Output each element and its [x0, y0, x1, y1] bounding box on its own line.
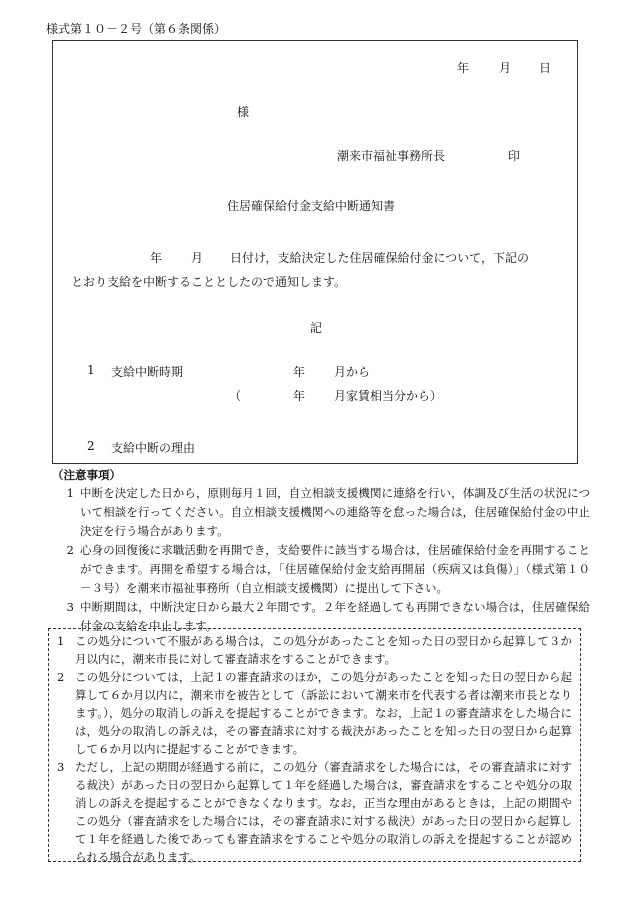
notes-section [50, 466, 590, 636]
appeal-number: 1 [57, 634, 65, 648]
item1-year: 年 [293, 365, 306, 379]
date-month: 月 [499, 61, 512, 75]
item1-month-from: 月から [334, 365, 371, 379]
addressee-suffix: 様 [237, 105, 250, 119]
appeal-number: 3 [57, 760, 65, 774]
item1-label: 支給中断時期 [111, 365, 184, 379]
appeal-item [57, 668, 572, 758]
appeal-text: ただし，上記の期間が経過する前に，この処分（審査請求をした場合には，その審査請求に対する裁決）があった日の翌日から起算して１年を経過した場合は，審査請求をすることや処分の取消しの訴えを提起することができなくなります。なお，正当な理由があるときは，上記の期間やこの処分（審査請求をした場合には，その審査請求に対する裁決）があった日の翌日から起算して１年を経過した後であっても審査請求をすることや処分の取消しの訴えを提起することが認められる場合があります。 [75, 760, 572, 864]
body-line-2: とおり支給を中断することとしたので通知します。 [71, 275, 347, 289]
item1-paren-open: （ [229, 389, 242, 403]
note-item [50, 484, 590, 541]
note-number: 1 [66, 486, 74, 500]
item2-number: 2 [87, 439, 95, 453]
note-number: 3 [66, 600, 74, 614]
date-year: 年 [457, 61, 470, 75]
seal-mark: 印 [508, 149, 521, 163]
item1-paren-year: 年 [293, 389, 306, 403]
body-year: 年 [150, 251, 163, 265]
item1-paren-rest: 月家賃相当分から） [334, 389, 443, 403]
date-day: 日 [539, 61, 552, 75]
note-text: 中断を決定した日から，原則毎月１回，自立相談支援機関に連絡を行い，体調及び生活の状況について相談を行ってください。自立相談支援機関への連絡等を怠った場合は，住居確保給付金の中止決定を行う場合があります。 [80, 486, 590, 538]
appeal-item [57, 632, 572, 668]
note-text: 中断期間は，中断決定日から最大２年間です。２年を経過しても再開できない場合は，住居確保給付金の支給を中止します。 [80, 600, 590, 633]
ki-mark: 記 [310, 321, 323, 335]
body-day-text: 日付け，支給決定した住居確保給付金について，下記の [230, 251, 530, 265]
appeal-number: 2 [57, 670, 65, 684]
item1-number: 1 [87, 363, 95, 377]
form-number: 様式第１０－２号（第６条関係） [46, 22, 227, 36]
note-text: 心身の回復後に求職活動を再開でき，支給要件に該当する場合は，住居確保給付金を再開することができます。再開を希望する場合は，「住居確保給付金支給再開届（疾病又は負傷）」（様式第１０－３号）を潮来市福祉事務所（自立相談支援機関）に提出して下さい。 [80, 543, 590, 595]
issuer-name: 潮来市福祉事務所長 [337, 149, 446, 163]
appeal-notice-box [48, 628, 581, 862]
notes-title: （注意事項） [52, 468, 121, 482]
item2-label: 支給中断の理由 [111, 441, 196, 455]
notice-title: 住居確保給付金支給中断通知書 [227, 199, 396, 213]
notice-box [52, 40, 578, 464]
appeal-text: この処分について不服がある場合は，この処分があったことを知った日の翌日から起算して３か月以内に，潮来市長に対して審査請求をすることができます。 [75, 634, 572, 666]
body-month: 月 [191, 251, 204, 265]
note-item [50, 541, 590, 598]
appeal-item [57, 758, 572, 866]
appeal-text: この処分については，上記１の審査請求のほか，この処分があったことを知った日の翌日から起算して６か月以内に，潮来市を被告として（訴訟において潮来市を代表する者は潮来市長となります。），処分の取消しの訴えを提起することができます。なお，上記１の審査請求をした場合には，処分の取消しの訴えは，その審査請求に対する裁決があったことを知った日の翌日から起算して６か月以内に提起することができます。 [75, 670, 572, 756]
note-number: 2 [66, 543, 74, 557]
